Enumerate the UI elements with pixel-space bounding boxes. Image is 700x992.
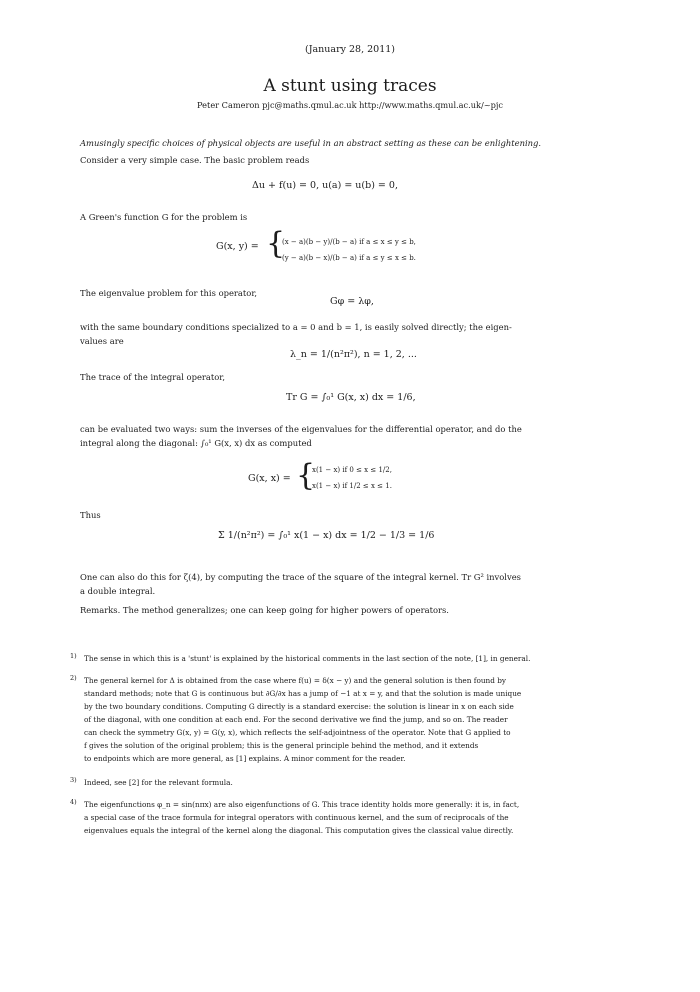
footnote-mark-2: 2) — [70, 674, 77, 682]
footnote-4-line-3: eigenvalues equals the integral of the kernel along the diagonal. This computation gives the classical value directly. — [84, 826, 514, 835]
author-line: Peter Cameron pjc@maths.qmul.ac.uk http://www.maths.qmul.ac.uk/~pjc — [197, 100, 503, 110]
remark-line: Remarks. The method generalizes; one can keep going for higher powers of operators. — [80, 605, 449, 615]
equation-bvp: Δu + f(u) = 0, u(a) = u(b) = 0, — [252, 180, 398, 191]
equation-sum: Σ 1/(n²π²) = ∫₀¹ x(1 − x) dx = 1/2 − 1/3 = 1/6 — [218, 530, 435, 541]
footnote-1-line-1: The sense in which this is a 'stunt' is explained by the historical comments in the last section of the note, [1], in general. — [84, 654, 531, 663]
footnote-4-line-1: The eigenfunctions φ_n = sin(nπx) are also eigenfunctions of G. This trace identity holds more generally: it is, in fact, — [84, 800, 520, 809]
thus-label: Thus — [80, 510, 101, 520]
equation-trace: Tr G = ∫₀¹ G(x, x) dx = 1/6, — [286, 392, 416, 403]
kernel-lhs: G(x, x) = — [248, 473, 291, 484]
footnote-2-line-6: f gives the solution of the original problem; this is the general principle behind the method, and it extends — [84, 741, 479, 750]
greens-intro: A Green's function G for the problem is — [80, 212, 248, 222]
trace-intro: The trace of the integral operator, — [80, 372, 226, 382]
footnote-2-line-7: to endpoints which are more general, as [1] explains. A minor comment for the reader. — [84, 754, 406, 763]
footnote-4-line-2: a special case of the trace formula for integral operators with continuous kernel, and the sum of reciprocals of the — [84, 813, 509, 822]
bc-line-2: values are — [80, 336, 124, 346]
greens-case-1: (x − a)(b − y)/(b − a) if a ≤ x ≤ y ≤ b, — [282, 238, 416, 246]
footnote-2-line-5: can check the symmetry G(x, y) = G(y, x), which reflects the self-adjointness of the operator. Note that G applied to — [84, 728, 511, 737]
kernel-case-2: x(1 − x) if 1/2 ≤ x ≤ 1. — [312, 482, 392, 490]
greens-case-2: (y − a)(b − x)/(b − a) if a ≤ y ≤ x ≤ b. — [282, 254, 416, 262]
footnote-2-line-3: by the two boundary conditions. Computing G directly is a standard exercise: the solution is linear in x on each side — [84, 702, 514, 711]
intro-line-1: Amusingly specific choices of physical objects are useful in an abstract setting as these can be enlightening. — [80, 138, 542, 148]
conclusion-line-2: a double integral. — [80, 586, 156, 596]
kernel-case-1: x(1 − x) if 0 ≤ x ≤ 1/2, — [312, 466, 392, 474]
eigen-intro: The eigenvalue problem for this operator, — [80, 288, 258, 298]
footnote-2-line-2: standard methods; note that G is continuous but ∂G/∂x has a jump of −1 at x = y, and that the solution is made unique — [84, 689, 522, 698]
trace-text-2: integral along the diagonal: ∫₀¹ G(x, x) dx as computed — [80, 438, 312, 448]
footnote-3-line-1: Indeed, see [2] for the relevant formula. — [84, 778, 233, 787]
footnote-mark-3: 3) — [70, 776, 77, 784]
footnote-2-line-1: The general kernel for Δ is obtained from the case where f(u) = δ(x − y) and the general solution is then found by — [84, 676, 507, 685]
trace-text-1: can be evaluated two ways: sum the inverses of the eigenvalues for the differential operator, and do the — [80, 424, 522, 434]
kernel-brace: { — [296, 458, 316, 493]
document-date: (January 28, 2011) — [304, 44, 396, 55]
footnote-mark-4: 4) — [70, 798, 77, 806]
footnote-2-line-4: of the diagonal, with one condition at each end. For the second derivative we find the jump, and so on. The reader — [84, 715, 508, 724]
equation-eigenvalues: λ_n = 1/(n²π²), n = 1, 2, ... — [290, 349, 417, 360]
greens-brace: { — [266, 226, 286, 261]
intro-line-2: Consider a very simple case. The basic problem reads — [80, 155, 310, 165]
footnote-mark-1: 1) — [70, 652, 77, 660]
equation-eigen: Gφ = λφ, — [330, 296, 374, 307]
bc-line-1: with the same boundary conditions specialized to a = 0 and b = 1, is easily solved directly; the eigen- — [80, 322, 512, 332]
greens-lhs: G(x, y) = — [216, 241, 259, 252]
conclusion-line-1: One can also do this for ζ(4), by computing the trace of the square of the integral kernel. Tr G² involves — [80, 572, 521, 582]
paper-title: A stunt using traces — [263, 76, 437, 96]
